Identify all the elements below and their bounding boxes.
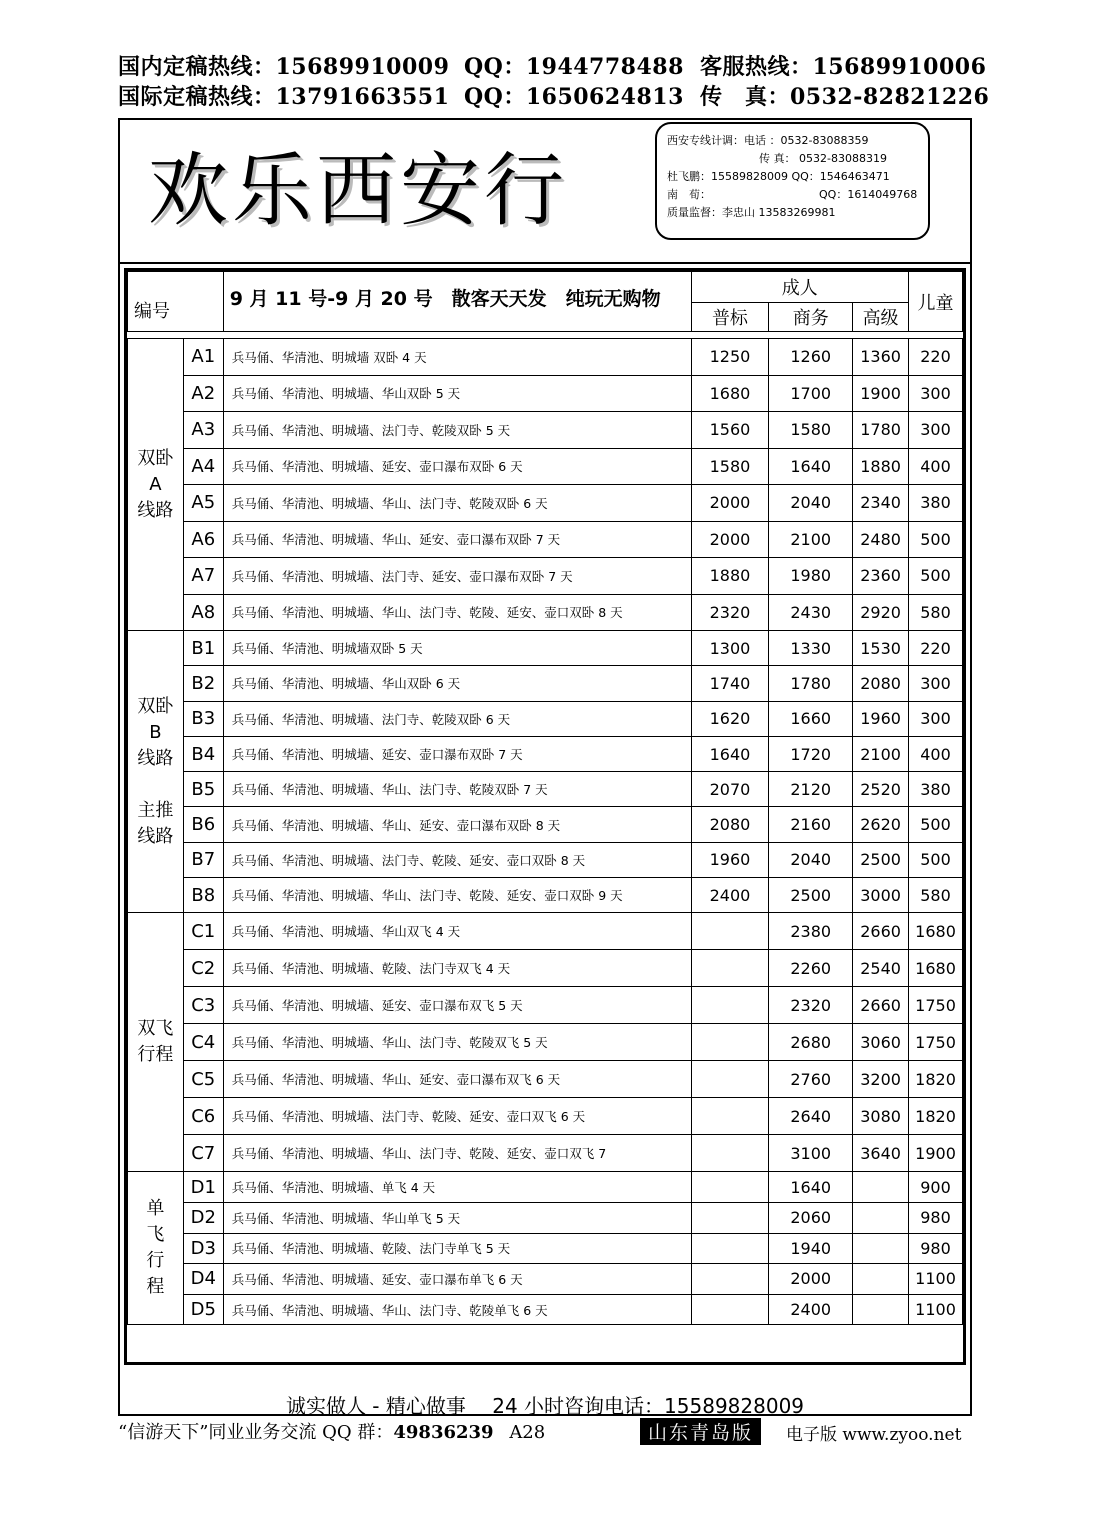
price-child: 1820 (909, 1098, 963, 1135)
price-premium: 2620 (853, 807, 909, 842)
price-standard: 1560 (691, 412, 769, 449)
price-premium: 2520 (853, 772, 909, 807)
table-row (128, 666, 963, 701)
price-child: 1820 (909, 1061, 963, 1098)
price-premium: 2500 (853, 842, 909, 877)
price-standard (691, 1024, 769, 1061)
route-code: C7 (183, 1135, 223, 1172)
price-premium: 3200 (853, 1061, 909, 1098)
price-premium: 2340 (853, 485, 909, 522)
route-description: 兵马俑、华清池、明城墙、法门寺、乾陵双卧 6 天 (223, 701, 691, 736)
price-child: 380 (909, 485, 963, 522)
price-business: 2640 (769, 1098, 853, 1135)
route-code: C1 (183, 913, 223, 950)
table-row (128, 1233, 963, 1264)
price-premium: 2480 (853, 521, 909, 558)
price-business: 1580 (769, 412, 853, 449)
price-standard (691, 1233, 769, 1264)
gap-cell (128, 332, 963, 339)
table-row (128, 950, 963, 987)
route-description: 兵马俑、华清池、明城墙、华山、法门寺、乾陵双卧 6 天 (223, 485, 691, 522)
price-premium (853, 1172, 909, 1203)
price-child: 980 (909, 1202, 963, 1233)
table-row (128, 594, 963, 631)
price-premium: 1900 (853, 375, 909, 412)
route-description: 兵马俑、华清池、明城墙、乾陵、法门寺单飞 5 天 (223, 1233, 691, 1264)
route-code: B5 (183, 772, 223, 807)
table-row (128, 1202, 963, 1233)
price-premium (853, 1202, 909, 1233)
price-child: 500 (909, 558, 963, 595)
route-code: B2 (183, 666, 223, 701)
route-description: 兵马俑、华清池、明城墙、华山、延安、壶口瀑布双飞 6 天 (223, 1061, 691, 1098)
header-row (128, 272, 963, 303)
contact-phone: 西安专线计调：电话 ：0532-83088359 (667, 134, 869, 147)
price-standard: 1960 (691, 842, 769, 877)
price-premium: 1880 (853, 448, 909, 485)
price-standard (691, 1294, 769, 1325)
price-child: 980 (909, 1233, 963, 1264)
table-row (128, 736, 963, 771)
table-row (128, 558, 963, 595)
price-standard (691, 1061, 769, 1098)
price-premium: 3080 (853, 1098, 909, 1135)
price-business: 2100 (769, 521, 853, 558)
route-code: A5 (183, 485, 223, 522)
route-code: C6 (183, 1098, 223, 1135)
contact-nan (667, 186, 918, 204)
price-business: 1980 (769, 558, 853, 595)
price-standard (691, 913, 769, 950)
route-description: 兵马俑、华清池、明城墙、华山双卧 6 天 (223, 666, 691, 701)
route-description: 兵马俑、华清池、明城墙、法门寺、乾陵、延安、壶口双卧 8 天 (223, 842, 691, 877)
price-child: 1680 (909, 913, 963, 950)
table-row (128, 701, 963, 736)
price-standard: 1680 (691, 375, 769, 412)
price-business: 2260 (769, 950, 853, 987)
header-code: 编号 (128, 272, 224, 332)
route-code: D5 (183, 1294, 223, 1325)
price-child: 300 (909, 701, 963, 736)
table-row (128, 1098, 963, 1135)
price-premium: 1960 (853, 701, 909, 736)
price-business: 2160 (769, 807, 853, 842)
table-row (128, 1024, 963, 1061)
group-label: 单 飞 行 程 (128, 1172, 184, 1325)
header-title: 9 月 11 号-9 月 20 号 散客天天发 纯玩无购物 (223, 272, 691, 332)
footer (118, 1418, 978, 1446)
price-standard (691, 987, 769, 1024)
table-row (128, 412, 963, 449)
price-child: 580 (909, 594, 963, 631)
price-business: 3100 (769, 1135, 853, 1172)
price-premium (853, 1233, 909, 1264)
price-standard: 1880 (691, 558, 769, 595)
price-child: 400 (909, 736, 963, 771)
contact-fax: 传 真： 0532-83088319 (759, 152, 887, 165)
route-code: B6 (183, 807, 223, 842)
route-description: 兵马俑、华清池、明城墙、法门寺、延安、壶口瀑布双卧 7 天 (223, 558, 691, 595)
price-business: 1700 (769, 375, 853, 412)
price-premium: 2540 (853, 950, 909, 987)
price-standard: 2400 (691, 878, 769, 913)
route-description: 兵马俑、华清池、明城墙、乾陵、法门寺双飞 4 天 (223, 950, 691, 987)
table-row (128, 1294, 963, 1325)
price-standard: 2070 (691, 772, 769, 807)
e-version-link[interactable]: 电子版 www.zyoo.net (786, 1425, 962, 1445)
price-premium: 1530 (853, 631, 909, 666)
price-premium (853, 1264, 909, 1295)
route-code: B7 (183, 842, 223, 877)
route-description: 兵马俑、华清池、明城墙、华山、法门寺、乾陵、延安、壶口双卧 8 天 (223, 594, 691, 631)
route-code: D1 (183, 1172, 223, 1203)
price-premium: 1780 (853, 412, 909, 449)
price-child: 220 (909, 339, 963, 376)
header-adult: 成人 (691, 272, 908, 303)
price-business: 2430 (769, 594, 853, 631)
price-child: 300 (909, 412, 963, 449)
price-premium: 2100 (853, 736, 909, 771)
price-premium: 2660 (853, 987, 909, 1024)
route-description: 兵马俑、华清池、明城墙、法门寺、乾陵、延安、壶口双飞 6 天 (223, 1098, 691, 1135)
route-code: A7 (183, 558, 223, 595)
price-business: 1660 (769, 701, 853, 736)
route-description: 兵马俑、华清池、明城墙、华山双卧 5 天 (223, 375, 691, 412)
price-standard (691, 1135, 769, 1172)
slogan: 诚实做人 - 精心做事 24 小时咨询电话：15589828009 (285, 1394, 805, 1418)
price-standard (691, 950, 769, 987)
route-description: 兵马俑、华清池、明城墙、延安、壶口瀑布双卧 7 天 (223, 736, 691, 771)
price-standard: 2000 (691, 485, 769, 522)
price-business: 2320 (769, 987, 853, 1024)
price-child: 1750 (909, 987, 963, 1024)
route-description: 兵马俑、华清池、明城墙、单飞 4 天 (223, 1172, 691, 1203)
route-description: 兵马俑、华清池、明城墙、华山、延安、壶口瀑布双卧 8 天 (223, 807, 691, 842)
table-row (128, 485, 963, 522)
route-code: A8 (183, 594, 223, 631)
price-business: 2040 (769, 842, 853, 877)
route-description: 兵马俑、华清池、明城墙、华山、法门寺、乾陵双飞 5 天 (223, 1024, 691, 1061)
service-hotline: 客服热线：15689910006 (700, 54, 987, 80)
table-row (128, 913, 963, 950)
header-standard: 普标 (691, 303, 769, 332)
price-standard: 1740 (691, 666, 769, 701)
table-row (128, 375, 963, 412)
route-code: A6 (183, 521, 223, 558)
header-child: 儿童 (909, 272, 963, 332)
price-standard (691, 1172, 769, 1203)
price-business: 2400 (769, 1294, 853, 1325)
table-row (128, 987, 963, 1024)
price-standard: 1300 (691, 631, 769, 666)
route-description: 兵马俑、华清池、明城墙、华山、法门寺、乾陵双卧 7 天 (223, 772, 691, 807)
route-code: C2 (183, 950, 223, 987)
footer-qq-group: 49836239 (393, 1422, 494, 1443)
footer-prefix: “信游天下”同业业务交流 QQ 群： (118, 1422, 394, 1443)
price-table (127, 271, 963, 1325)
price-premium: 2920 (853, 594, 909, 631)
price-premium: 2660 (853, 913, 909, 950)
table-row (128, 339, 963, 376)
intl-hotline: 国际定稿热线：13791663551 (118, 84, 450, 110)
price-business: 2040 (769, 485, 853, 522)
price-premium: 1360 (853, 339, 909, 376)
price-standard: 1640 (691, 736, 769, 771)
route-description: 兵马俑、华清池、明城墙 双卧 4 天 (223, 339, 691, 376)
header-premium: 高级 (853, 303, 909, 332)
route-description: 兵马俑、华清池、明城墙、华山、延安、壶口瀑布双卧 7 天 (223, 521, 691, 558)
group-label: 双飞 行程 (128, 913, 184, 1172)
price-child: 400 (909, 448, 963, 485)
price-child: 220 (909, 631, 963, 666)
price-standard: 2000 (691, 521, 769, 558)
price-standard: 1580 (691, 448, 769, 485)
fax-number: 传 真：0532-82821226 (700, 84, 990, 110)
group-label: 双卧 B 线路 主推 线路 (128, 631, 184, 913)
price-premium: 2080 (853, 666, 909, 701)
header-gap (128, 332, 963, 339)
price-business: 2120 (769, 772, 853, 807)
table-row (128, 1061, 963, 1098)
route-code: C3 (183, 987, 223, 1024)
price-business: 2060 (769, 1202, 853, 1233)
route-code: A4 (183, 448, 223, 485)
table-row (128, 1135, 963, 1172)
title-area (120, 120, 970, 264)
table-row (128, 1264, 963, 1295)
route-code: D4 (183, 1264, 223, 1295)
price-child: 1100 (909, 1264, 963, 1295)
price-business: 2000 (769, 1264, 853, 1295)
price-standard (691, 1098, 769, 1135)
contact-supervisor: 质量监督：李忠山 13583269981 (667, 206, 836, 219)
table-row (128, 448, 963, 485)
table-row (128, 807, 963, 842)
contact-du: 杜飞鹏：15589828009 QQ：1546463471 (667, 170, 890, 183)
price-premium (853, 1294, 909, 1325)
contact-nan-qq: QQ：1614049768 (819, 188, 918, 201)
price-business: 1640 (769, 448, 853, 485)
price-premium: 2360 (853, 558, 909, 595)
footer-page: A28 (509, 1422, 546, 1443)
price-child: 900 (909, 1172, 963, 1203)
price-table-wrap (124, 268, 966, 1365)
route-description: 兵马俑、华清池、明城墙、法门寺、乾陵双卧 5 天 (223, 412, 691, 449)
route-code: B3 (183, 701, 223, 736)
route-code: C5 (183, 1061, 223, 1098)
route-code: B4 (183, 736, 223, 771)
table-row (128, 1172, 963, 1203)
price-child: 300 (909, 666, 963, 701)
price-standard (691, 1264, 769, 1295)
route-description: 兵马俑、华清池、明城墙、华山单飞 5 天 (223, 1202, 691, 1233)
contact-box (655, 122, 930, 240)
price-child: 500 (909, 842, 963, 877)
price-business: 1940 (769, 1233, 853, 1264)
route-code: C4 (183, 1024, 223, 1061)
route-code: A3 (183, 412, 223, 449)
price-child: 1100 (909, 1294, 963, 1325)
domestic-hotline: 国内定稿热线：15689910009 (118, 54, 450, 80)
route-description: 兵马俑、华清池、明城墙、华山双飞 4 天 (223, 913, 691, 950)
price-business: 1780 (769, 666, 853, 701)
table-row (128, 772, 963, 807)
route-code: A1 (183, 339, 223, 376)
price-child: 300 (909, 375, 963, 412)
price-premium: 3000 (853, 878, 909, 913)
route-description: 兵马俑、华清池、明城墙、延安、壶口瀑布双飞 5 天 (223, 987, 691, 1024)
domestic-qq: QQ：1944778488 (464, 54, 684, 80)
price-child: 1900 (909, 1135, 963, 1172)
route-description: 兵马俑、华清池、明城墙、华山、法门寺、乾陵、延安、壶口双卧 9 天 (223, 878, 691, 913)
price-business: 2380 (769, 913, 853, 950)
route-description: 兵马俑、华清池、明城墙、延安、壶口瀑布双卧 6 天 (223, 448, 691, 485)
intl-qq: QQ：1650624813 (464, 84, 684, 110)
route-description: 兵马俑、华清池、明城墙双卧 5 天 (223, 631, 691, 666)
group-label: 双卧 A 线路 (128, 339, 184, 631)
price-standard: 2320 (691, 594, 769, 631)
price-business: 2500 (769, 878, 853, 913)
price-premium: 3060 (853, 1024, 909, 1061)
price-business: 2680 (769, 1024, 853, 1061)
contact-nan-name: 南 荀： (667, 188, 711, 201)
price-standard: 1250 (691, 339, 769, 376)
price-standard: 2080 (691, 807, 769, 842)
table-row (128, 631, 963, 666)
price-child: 380 (909, 772, 963, 807)
route-code: D3 (183, 1233, 223, 1264)
price-business: 1330 (769, 631, 853, 666)
route-code: B8 (183, 878, 223, 913)
route-code: B1 (183, 631, 223, 666)
price-child: 500 (909, 521, 963, 558)
price-child: 1680 (909, 950, 963, 987)
price-child: 1750 (909, 1024, 963, 1061)
price-business: 1260 (769, 339, 853, 376)
table-row (128, 842, 963, 877)
page-frame (118, 118, 972, 1416)
edition-badge: 山东青岛版 (640, 1418, 761, 1445)
route-description: 兵马俑、华清池、明城墙、延安、壶口瀑布单飞 6 天 (223, 1264, 691, 1295)
route-code: D2 (183, 1202, 223, 1233)
table-row (128, 878, 963, 913)
price-business: 1640 (769, 1172, 853, 1203)
route-description: 兵马俑、华清池、明城墙、华山、法门寺、乾陵单飞 6 天 (223, 1294, 691, 1325)
header-business: 商务 (769, 303, 853, 332)
price-business: 2760 (769, 1061, 853, 1098)
page-title: 欢乐西安行 (148, 144, 568, 237)
route-description: 兵马俑、华清池、明城墙、华山、法门寺、乾陵、延安、壶口双飞 7 (223, 1135, 691, 1172)
route-code: A2 (183, 375, 223, 412)
price-business: 1720 (769, 736, 853, 771)
price-premium: 3640 (853, 1135, 909, 1172)
price-child: 580 (909, 878, 963, 913)
price-standard (691, 1202, 769, 1233)
price-child: 500 (909, 807, 963, 842)
table-row (128, 521, 963, 558)
price-standard: 1620 (691, 701, 769, 736)
